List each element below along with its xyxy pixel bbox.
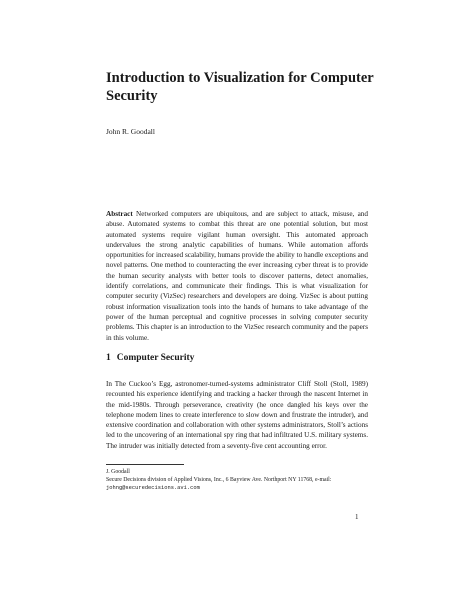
section-heading bbox=[106, 352, 194, 364]
footnote bbox=[106, 468, 368, 492]
page-number: 1 bbox=[355, 513, 359, 521]
footnote-affiliation: Secure Decisions division of Applied Visions, Inc., 6 Bayview Ave. Northport NY 11768, e-mail: bbox=[106, 477, 332, 483]
body-paragraph: In The Cuckoo’s Egg, astronomer-turned-systems administrator Cliff Stoll (Stoll, 1989) recounted his experience identifying and tracking a hacker through the nascent Internet in the mid-1980s. Through perseverance, creativity (he once dangled his keys over the telephone modem lines to create interference to slow down and frustrate the intruder), and extensive coordination and collaboration with other systems administrators, Stoll’s actions led to the uncovering of an international spy ring that had infiltrated U.S. military systems. The intruder was initially detected from a seventy-five cent accounting error. bbox=[106, 380, 368, 450]
section-number: 1 bbox=[106, 353, 111, 363]
author-name: John R. Goodall bbox=[106, 127, 155, 136]
footnote-divider bbox=[106, 464, 184, 465]
section-title: Computer Security bbox=[116, 353, 195, 363]
abstract-label: Abstract bbox=[106, 210, 133, 218]
paper-title: Introduction to Visualization for Computer Security bbox=[106, 70, 374, 104]
footnote-name: J. Goodall bbox=[106, 469, 130, 475]
abstract bbox=[106, 209, 368, 343]
footnote-email: johng@securedecisions.avi.com bbox=[106, 485, 200, 491]
abstract-text: Networked computers are ubiquitous, and are subject to attack, misuse, and abuse. Automated systems to combat this threat are one potential solution, but most automated systems require vigilant human oversight. This automated approach undervalues the strong analytic capabilities of humans. While automation affords opportunities for increased scalability, humans provide the ability to handle exceptions and novel patterns. One method to counteracting the ever increasing cyber threat is to provide the human security analysts with better tools to discover patterns, detect anomalies, identify correlations, and communicate their findings. This is what visualization for computer security (VizSec) researchers and developers are doing. VizSec is about putting robust information visualization tools into the hands of humans to take advantage of the power of the human perceptual and cognitive processes in solving computer security problems. This chapter is an introduction to the VizSec research community and the papers in this volume. bbox=[106, 210, 368, 342]
